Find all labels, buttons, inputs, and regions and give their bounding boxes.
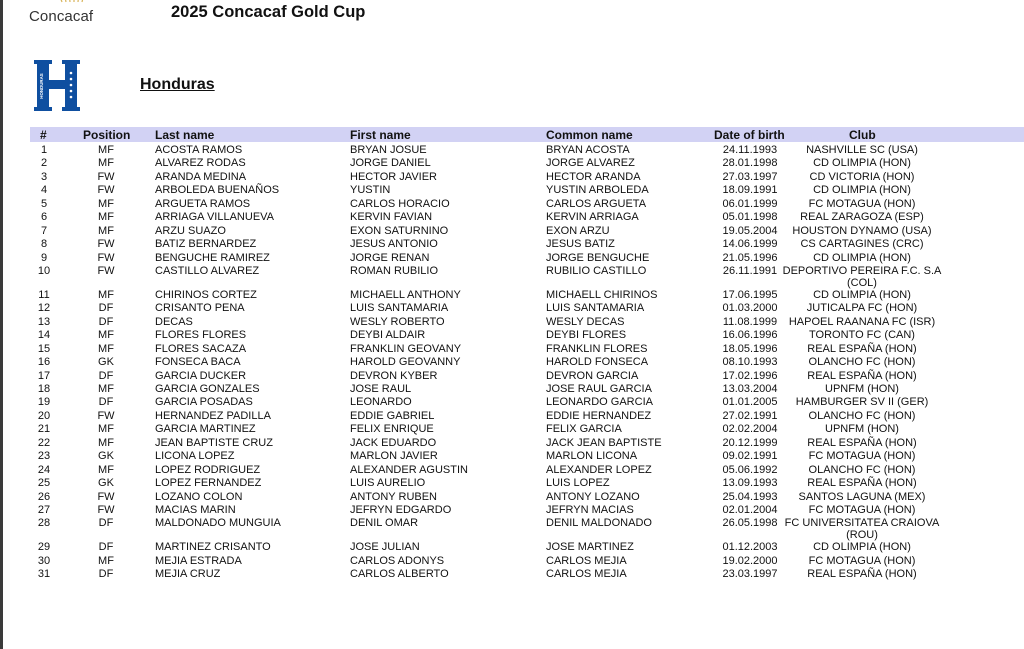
player-date-of-birth: 14.06.1999 bbox=[722, 238, 778, 251]
player-common-name: JOSE RAUL GARCIA bbox=[546, 383, 652, 395]
player-club: REAL ESPAÑA (HON) bbox=[807, 477, 917, 490]
document-title: 2025 Concacaf Gold Cup bbox=[171, 3, 366, 21]
table-row bbox=[0, 555, 1024, 568]
header-last-name: Last name bbox=[155, 128, 215, 142]
player-date-of-birth: 16.06.1996 bbox=[722, 329, 778, 342]
table-row bbox=[0, 464, 1024, 477]
table-row bbox=[0, 541, 1024, 554]
table-row bbox=[0, 238, 1024, 251]
player-number: 9 bbox=[40, 251, 48, 264]
player-club: NASHVILLE SC (USA) bbox=[806, 144, 918, 156]
player-date-of-birth: 20.12.1999 bbox=[722, 436, 778, 449]
player-position: FW bbox=[97, 490, 115, 503]
player-position: MF bbox=[98, 144, 114, 156]
player-date-of-birth: 27.03.1997 bbox=[722, 170, 778, 183]
player-last-name: ARGUETA RAMOS bbox=[155, 197, 251, 210]
table-row bbox=[0, 225, 1024, 238]
player-number: 28 bbox=[37, 517, 51, 530]
player-last-name: ACOSTA RAMOS bbox=[155, 144, 243, 156]
player-last-name: MEJIA ESTRADA bbox=[155, 554, 242, 567]
player-date-of-birth: 21.05.1996 bbox=[722, 251, 778, 264]
player-first-name: JESUS ANTONIO bbox=[350, 238, 438, 251]
player-last-name: CASTILLO ALVAREZ bbox=[155, 264, 260, 277]
player-date-of-birth: 05.06.1992 bbox=[722, 463, 778, 476]
player-number: 12 bbox=[37, 302, 51, 315]
player-number: 4 bbox=[40, 184, 48, 197]
table-row bbox=[0, 144, 1024, 157]
player-club: FC MOTAGUA (HON) bbox=[808, 450, 916, 463]
player-common-name: EXON ARZU bbox=[546, 224, 610, 237]
player-first-name: ALEXANDER AGUSTIN bbox=[350, 463, 468, 476]
header-position: Position bbox=[83, 128, 131, 142]
player-common-name: DEYBI FLORES bbox=[546, 329, 627, 342]
player-first-name: JORGE DANIEL bbox=[350, 157, 431, 170]
honduras-crest-icon bbox=[33, 59, 81, 112]
player-number: 21 bbox=[37, 423, 51, 436]
player-number: 11 bbox=[38, 288, 50, 301]
player-last-name: CHIRINOS CORTEZ bbox=[155, 288, 257, 301]
player-position: DF bbox=[98, 568, 114, 581]
player-position: DF bbox=[98, 315, 114, 328]
player-number: 30 bbox=[37, 554, 51, 567]
player-date-of-birth: 02.01.2004 bbox=[722, 503, 778, 516]
player-number: 14 bbox=[37, 329, 51, 342]
player-position: FW bbox=[97, 238, 115, 251]
player-first-name: FRANKLIN GEOVANY bbox=[350, 342, 462, 355]
player-number: 31 bbox=[37, 568, 51, 581]
player-position: MF bbox=[98, 288, 114, 301]
player-common-name: HAROLD FONSECA bbox=[546, 356, 649, 369]
player-last-name: BENGUCHE RAMIREZ bbox=[155, 251, 270, 264]
player-common-name: HECTOR ARANDA bbox=[546, 170, 641, 183]
table-row bbox=[0, 450, 1024, 463]
player-number: 29 bbox=[37, 541, 51, 554]
player-first-name: JORGE RENAN bbox=[350, 251, 430, 264]
player-number: 2 bbox=[40, 157, 48, 170]
player-first-name: BRYAN JOSUE bbox=[350, 144, 427, 156]
table-row bbox=[0, 370, 1024, 383]
player-first-name: HAROLD GEOVANNY bbox=[350, 356, 461, 369]
player-position: MF bbox=[98, 383, 114, 395]
player-date-of-birth: 28.01.1998 bbox=[722, 157, 778, 170]
player-last-name: ARRIAGA VILLANUEVA bbox=[155, 211, 275, 224]
player-first-name: CARLOS HORACIO bbox=[350, 197, 450, 210]
player-first-name: HECTOR JAVIER bbox=[350, 170, 437, 183]
player-common-name: MICHAELL CHIRINOS bbox=[546, 288, 658, 301]
player-number: 8 bbox=[40, 238, 48, 251]
player-position: MF bbox=[98, 157, 114, 170]
player-club: REAL ZARAGOZA (ESP) bbox=[800, 211, 924, 224]
player-common-name: YUSTIN ARBOLEDA bbox=[546, 184, 649, 197]
player-first-name: ANTONY RUBEN bbox=[350, 490, 438, 503]
player-date-of-birth: 01.12.2003 bbox=[722, 541, 778, 554]
player-common-name: CARLOS ARGUETA bbox=[546, 197, 647, 210]
player-club: FC MOTAGUA (HON) bbox=[808, 554, 916, 567]
player-first-name: JEFRYN EDGARDO bbox=[350, 503, 452, 516]
player-club: OLANCHO FC (HON) bbox=[808, 409, 916, 422]
player-last-name: LOPEZ RODRIGUEZ bbox=[155, 463, 261, 476]
player-last-name: LOZANO COLON bbox=[155, 490, 243, 503]
player-club: HOUSTON DYNAMO (USA) bbox=[792, 224, 932, 237]
table-row bbox=[0, 184, 1024, 197]
player-position: MF bbox=[98, 329, 114, 342]
player-last-name: MACIAS MARIN bbox=[155, 503, 236, 516]
player-position: MF bbox=[98, 197, 114, 210]
player-position: MF bbox=[98, 554, 114, 567]
player-first-name: MICHAELL ANTHONY bbox=[350, 288, 461, 301]
player-position: GK bbox=[98, 450, 114, 463]
player-date-of-birth: 18.09.1991 bbox=[722, 184, 778, 197]
player-date-of-birth: 17.06.1995 bbox=[722, 288, 778, 301]
player-first-name: DEYBI ALDAIR bbox=[350, 329, 426, 342]
player-last-name: BATIZ BERNARDEZ bbox=[155, 238, 257, 251]
player-club: CD OLIMPIA (HON) bbox=[813, 157, 911, 170]
player-common-name: JACK JEAN BAPTISTE bbox=[546, 436, 662, 449]
table-row bbox=[0, 517, 1024, 541]
player-date-of-birth: 13.09.1993 bbox=[722, 477, 778, 490]
player-first-name: ROMAN RUBILIO bbox=[350, 264, 439, 277]
header-first-name: First name bbox=[350, 128, 411, 142]
player-date-of-birth: 09.02.1991 bbox=[722, 450, 778, 463]
player-last-name: GARCIA GONZALES bbox=[155, 383, 260, 395]
player-last-name: JEAN BAPTISTE CRUZ bbox=[155, 436, 273, 449]
player-club: REAL ESPAÑA (HON) bbox=[807, 568, 917, 581]
table-header bbox=[30, 127, 1024, 142]
player-number: 20 bbox=[37, 409, 51, 422]
table-row bbox=[0, 356, 1024, 369]
player-number: 6 bbox=[40, 211, 48, 224]
player-club: REAL ESPAÑA (HON) bbox=[807, 369, 917, 382]
player-last-name: DECAS bbox=[155, 315, 193, 328]
player-common-name: CARLOS MEJIA bbox=[546, 554, 627, 567]
player-date-of-birth: 25.04.1993 bbox=[722, 490, 778, 503]
table-row bbox=[0, 316, 1024, 329]
player-last-name: FLORES FLORES bbox=[155, 329, 247, 342]
player-first-name: LEONARDO bbox=[350, 396, 412, 409]
concacaf-logo bbox=[29, 0, 109, 26]
player-club: OLANCHO FC (HON) bbox=[808, 463, 916, 476]
player-number: 3 bbox=[40, 170, 48, 183]
player-number: 24 bbox=[37, 463, 51, 476]
header-club: Club bbox=[849, 128, 876, 142]
table-row bbox=[0, 265, 1024, 289]
table-row bbox=[0, 252, 1024, 265]
team-name: Honduras bbox=[140, 76, 215, 93]
player-date-of-birth: 18.05.1996 bbox=[722, 342, 778, 355]
player-last-name: LOPEZ FERNANDEZ bbox=[155, 477, 262, 490]
player-position: FW bbox=[97, 503, 115, 516]
player-last-name: ARANDA MEDINA bbox=[155, 170, 247, 183]
player-position: MF bbox=[98, 436, 114, 449]
player-first-name: DENIL OMAR bbox=[350, 517, 419, 530]
player-common-name: LUIS SANTAMARIA bbox=[546, 302, 645, 315]
player-club: HAPOEL RAANANA FC (ISR) bbox=[788, 315, 936, 328]
player-common-name: JORGE BENGUCHE bbox=[546, 251, 650, 264]
player-first-name: JOSE RAUL bbox=[350, 383, 412, 395]
player-club: FC UNIVERSITATEA CRAIOVA (ROU) bbox=[784, 517, 940, 542]
player-first-name: DEVRON KYBER bbox=[350, 369, 438, 382]
player-position: DF bbox=[98, 369, 114, 382]
player-club: FC MOTAGUA (HON) bbox=[808, 197, 916, 210]
player-number: 1 bbox=[40, 144, 48, 156]
player-position: MF bbox=[98, 224, 114, 237]
player-position: FW bbox=[97, 251, 115, 264]
player-position: DF bbox=[98, 517, 114, 530]
player-first-name: KERVIN FAVIAN bbox=[350, 211, 433, 224]
player-club: CD VICTORIA (HON) bbox=[809, 170, 915, 183]
player-date-of-birth: 05.01.1998 bbox=[722, 211, 778, 224]
player-common-name: EDDIE HERNANDEZ bbox=[546, 409, 652, 422]
player-common-name: FELIX GARCIA bbox=[546, 423, 622, 436]
player-date-of-birth: 19.02.2000 bbox=[722, 554, 778, 567]
player-position: MF bbox=[98, 211, 114, 224]
player-club: TORONTO FC (CAN) bbox=[809, 329, 915, 342]
table-row bbox=[0, 396, 1024, 409]
table-row bbox=[0, 211, 1024, 224]
player-common-name: LUIS LOPEZ bbox=[546, 477, 610, 490]
player-club: REAL ESPAÑA (HON) bbox=[807, 342, 917, 355]
player-number: 7 bbox=[40, 224, 48, 237]
player-common-name: JORGE ALVAREZ bbox=[546, 157, 635, 170]
player-number: 17 bbox=[37, 369, 51, 382]
concacaf-wordmark: Concacaf bbox=[29, 8, 94, 25]
table-row bbox=[0, 198, 1024, 211]
player-last-name: ARBOLEDA BUENAÑOS bbox=[155, 184, 280, 197]
table-row bbox=[0, 329, 1024, 342]
player-common-name: RUBILIO CASTILLO bbox=[546, 264, 647, 277]
player-first-name: MARLON JAVIER bbox=[350, 450, 438, 463]
player-number: 22 bbox=[37, 436, 51, 449]
player-first-name: EDDIE GABRIEL bbox=[350, 409, 435, 422]
player-position: MF bbox=[98, 463, 114, 476]
concacaf-sun-icon bbox=[53, 0, 89, 4]
player-last-name: LICONA LOPEZ bbox=[155, 450, 235, 463]
player-last-name: GARCIA POSADAS bbox=[155, 396, 253, 409]
player-last-name: FLORES SACAZA bbox=[155, 342, 247, 355]
player-date-of-birth: 26.05.1998 bbox=[722, 517, 778, 530]
player-last-name: GARCIA DUCKER bbox=[155, 369, 247, 382]
player-number: 10 bbox=[37, 264, 51, 277]
player-number: 13 bbox=[37, 315, 51, 328]
player-first-name: FELIX ENRIQUE bbox=[350, 423, 434, 436]
table-row bbox=[0, 491, 1024, 504]
player-first-name: CARLOS ADONYS bbox=[350, 554, 445, 567]
player-common-name: JEFRYN MACIAS bbox=[546, 503, 634, 516]
player-number: 26 bbox=[37, 490, 51, 503]
table-row bbox=[0, 504, 1024, 517]
table-row bbox=[0, 423, 1024, 436]
player-date-of-birth: 08.10.1993 bbox=[722, 356, 778, 369]
player-club: REAL ESPAÑA (HON) bbox=[807, 436, 917, 449]
player-first-name: YUSTIN bbox=[350, 184, 391, 197]
table-row bbox=[0, 157, 1024, 170]
player-first-name: JACK EDUARDO bbox=[350, 436, 437, 449]
player-club: CD OLIMPIA (HON) bbox=[813, 541, 911, 554]
player-date-of-birth: 19.05.2004 bbox=[722, 224, 778, 237]
player-common-name: ANTONY LOZANO bbox=[546, 490, 640, 503]
player-common-name: BRYAN ACOSTA bbox=[546, 144, 630, 156]
player-club: UPNFM (HON) bbox=[825, 383, 899, 395]
player-first-name: JOSE JULIAN bbox=[350, 541, 420, 554]
player-date-of-birth: 27.02.1991 bbox=[722, 409, 778, 422]
table-row bbox=[0, 477, 1024, 490]
player-number: 18 bbox=[37, 383, 51, 395]
player-number: 15 bbox=[37, 342, 51, 355]
player-club: OLANCHO FC (HON) bbox=[808, 356, 916, 369]
table-row bbox=[0, 410, 1024, 423]
player-common-name: ALEXANDER LOPEZ bbox=[546, 463, 652, 476]
player-club: JUTICALPA FC (HON) bbox=[806, 302, 918, 315]
player-last-name: ALVAREZ RODAS bbox=[155, 157, 246, 170]
player-club: HAMBURGER SV II (GER) bbox=[795, 396, 929, 409]
table-row bbox=[0, 568, 1024, 581]
player-position: MF bbox=[98, 423, 114, 436]
player-position: GK bbox=[98, 477, 114, 490]
player-last-name: GARCIA MARTINEZ bbox=[155, 423, 256, 436]
player-common-name: JOSE MARTINEZ bbox=[546, 541, 634, 554]
player-first-name: EXON SATURNINO bbox=[350, 224, 449, 237]
player-common-name: CARLOS MEJIA bbox=[546, 568, 627, 581]
player-common-name: WESLY DECAS bbox=[546, 315, 625, 328]
player-common-name: KERVIN ARRIAGA bbox=[546, 211, 639, 224]
player-date-of-birth: 24.11.1993 bbox=[722, 144, 778, 156]
player-number: 27 bbox=[37, 503, 51, 516]
player-number: 23 bbox=[37, 450, 51, 463]
player-club: CD OLIMPIA (HON) bbox=[813, 288, 911, 301]
player-position: FW bbox=[97, 409, 115, 422]
player-common-name: MARLON LICONA bbox=[546, 450, 638, 463]
player-club: CD OLIMPIA (HON) bbox=[813, 251, 911, 264]
player-date-of-birth: 06.01.1999 bbox=[722, 197, 778, 210]
table-row bbox=[0, 302, 1024, 315]
player-club: CD OLIMPIA (HON) bbox=[813, 184, 911, 197]
squad-table bbox=[0, 144, 1024, 582]
table-row bbox=[0, 171, 1024, 184]
player-date-of-birth: 26.11.1991 bbox=[722, 264, 778, 277]
table-row bbox=[0, 383, 1024, 396]
player-common-name: JESUS BATIZ bbox=[546, 238, 615, 251]
player-club: UPNFM (HON) bbox=[825, 423, 899, 436]
player-club: CS CARTAGINES (CRC) bbox=[800, 238, 924, 251]
player-club: FC MOTAGUA (HON) bbox=[808, 503, 916, 516]
header-number: # bbox=[40, 128, 47, 142]
player-position: DF bbox=[98, 541, 114, 554]
player-common-name: DENIL MALDONADO bbox=[546, 517, 652, 530]
player-last-name: FONSECA BACA bbox=[155, 356, 241, 369]
player-number: 5 bbox=[40, 197, 48, 210]
player-position: MF bbox=[98, 342, 114, 355]
player-position: DF bbox=[98, 302, 114, 315]
player-date-of-birth: 11.08.1999 bbox=[722, 315, 778, 328]
player-club: DEPORTIVO PEREIRA F.C. S.A (COL) bbox=[782, 264, 942, 289]
player-position: FW bbox=[97, 264, 115, 277]
player-position: FW bbox=[97, 184, 115, 197]
player-last-name: CRISANTO PENA bbox=[155, 302, 245, 315]
player-first-name: WESLY ROBERTO bbox=[350, 315, 445, 328]
player-first-name: LUIS AURELIO bbox=[350, 477, 426, 490]
player-position: GK bbox=[98, 356, 114, 369]
header-common-name: Common name bbox=[546, 128, 633, 142]
player-last-name: HERNANDEZ PADILLA bbox=[155, 409, 271, 422]
player-date-of-birth: 02.02.2004 bbox=[722, 423, 778, 436]
player-last-name: ARZU SUAZO bbox=[155, 224, 226, 237]
table-row bbox=[0, 343, 1024, 356]
player-date-of-birth: 13.03.2004 bbox=[722, 383, 778, 395]
player-last-name: MARTINEZ CRISANTO bbox=[155, 541, 271, 554]
player-first-name: LUIS SANTAMARIA bbox=[350, 302, 449, 315]
player-number: 25 bbox=[37, 477, 51, 490]
player-club: SANTOS LAGUNA (MEX) bbox=[798, 490, 926, 503]
player-common-name: FRANKLIN FLORES bbox=[546, 342, 648, 355]
header-date-of-birth: Date of birth bbox=[714, 128, 785, 142]
player-number: 16 bbox=[37, 356, 51, 369]
player-position: FW bbox=[97, 170, 115, 183]
player-date-of-birth: 01.03.2000 bbox=[722, 302, 778, 315]
table-row bbox=[0, 437, 1024, 450]
player-common-name: LEONARDO GARCIA bbox=[546, 396, 653, 409]
player-first-name: CARLOS ALBERTO bbox=[350, 568, 449, 581]
player-date-of-birth: 23.03.1997 bbox=[722, 568, 778, 581]
player-number: 19 bbox=[37, 396, 51, 409]
table-row bbox=[0, 289, 1024, 302]
player-date-of-birth: 01.01.2005 bbox=[722, 396, 778, 409]
player-date-of-birth: 17.02.1996 bbox=[722, 369, 778, 382]
player-position: DF bbox=[98, 396, 114, 409]
player-last-name: MEJIA CRUZ bbox=[155, 568, 221, 581]
player-last-name: MALDONADO MUNGUIA bbox=[155, 517, 281, 530]
player-common-name: DEVRON GARCIA bbox=[546, 369, 639, 382]
crest-text: HONDURAS bbox=[39, 73, 44, 99]
